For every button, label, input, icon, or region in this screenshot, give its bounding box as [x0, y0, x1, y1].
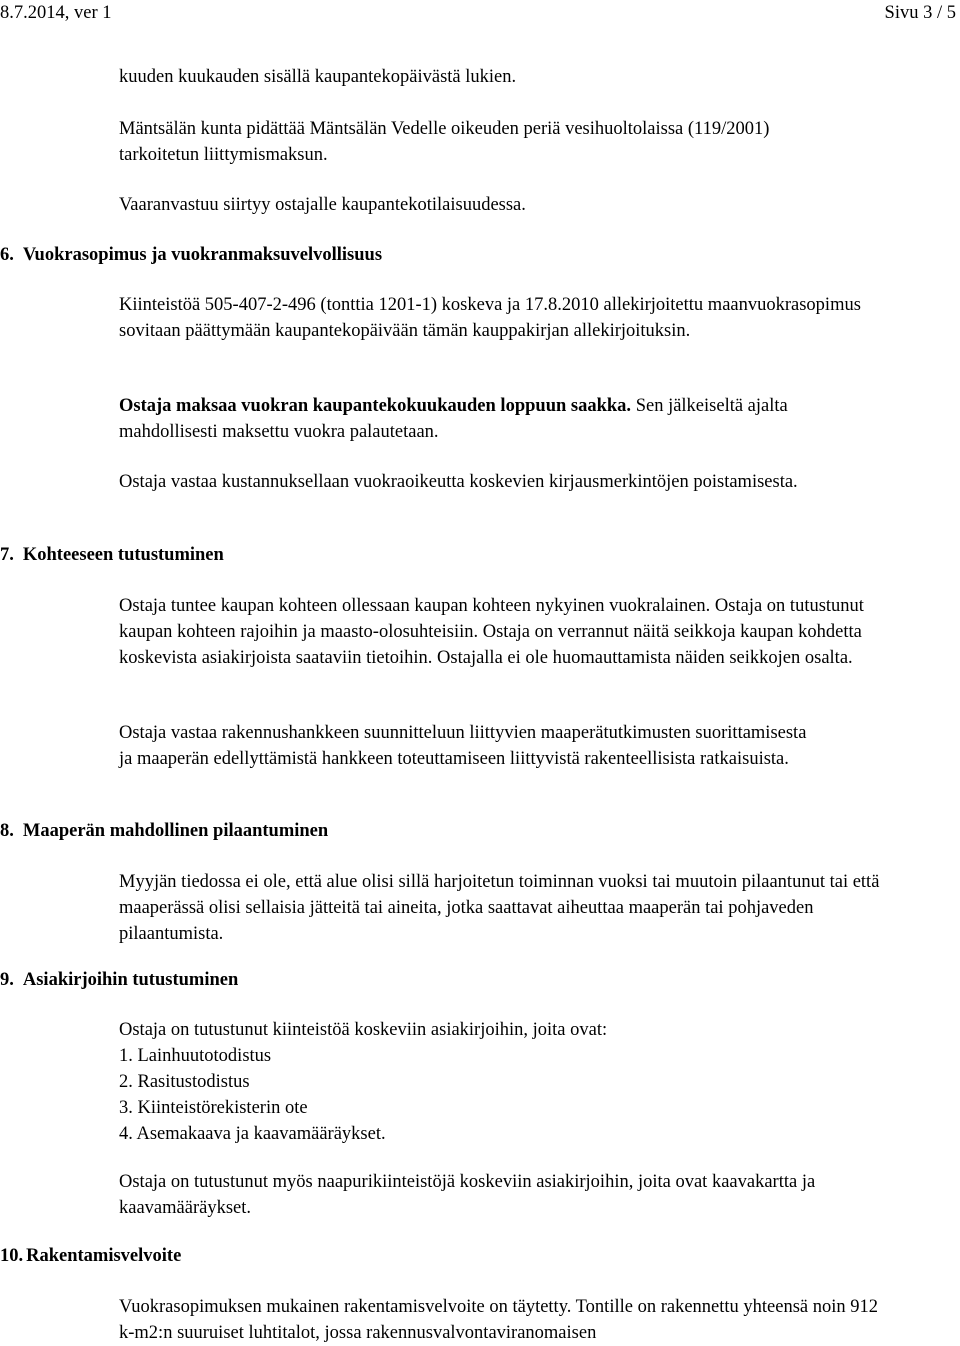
- document-list-item: 1. Lainhuutotodistus: [119, 1046, 272, 1066]
- paragraph-vaaranvastuu: Vaaranvastuu siirtyy ostajalle kaupantekotilaisuudessa.: [119, 195, 526, 215]
- section-7-title: Kohteeseen tutustuminen: [22, 545, 224, 565]
- section-6-paragraph-2-bold: Ostaja maksaa vuokran kaupantekokuukauden loppuun saakka.: [119, 396, 632, 416]
- section-9-heading: [0, 967, 238, 993]
- section-10-title: Rakentamisvelvoite: [26, 1246, 182, 1266]
- section-9-intro-text: Ostaja on tutustunut kiinteistöä koskeviin asiakirjoihin, joita ovat:: [119, 1020, 608, 1040]
- section-8-heading: [0, 818, 328, 844]
- section-10-paragraph-1: Vuokrasopimuksen mukainen rakentamisvelvoite on täytetty. Tontille on rakennettu yhteensä noin 912 k-m2:n suuruiset luhtitalot, jossa rakennusvalvontaviranomaisen: [119, 1297, 879, 1343]
- section-7-paragraph-1: Ostaja tuntee kaupan kohteen ollessaan kaupan kohteen nykyinen vuokralainen. Ostaja on tutustunut kaupan kohteen rajoihin ja maasto-olosuhteisiin. Ostaja on verrannut näitä seikkoja kaupan kohdetta koskevista asiakirjoista saataviin tietoihin. Ostajalla ei ole huomauttamista näiden seikkojen osalta.: [119, 596, 864, 668]
- page-number: Sivu 3 / 5: [884, 3, 956, 23]
- paragraph-intro: kuuden kuukauden sisällä kaupantekopäivästä lukien.: [119, 67, 517, 87]
- section-9-title: Asiakirjoihin tutustuminen: [22, 970, 239, 990]
- section-9-intro: [119, 1017, 909, 1147]
- section-6-paragraph-3: Ostaja vastaa kustannuksellaan vuokraoikeutta koskevien kirjausmerkintöjen poistamisesta.: [119, 472, 798, 492]
- section-7-heading: [0, 542, 224, 568]
- section-6-number: 6.: [0, 245, 14, 265]
- section-7-paragraph-2: Ostaja vastaa rakennushankkeen suunnitteluun liittyvien maaperätutkimusten suorittamisesta ja maaperän edellyttämistä hankkeen toteuttamiseen liittyvistä rakenteellisista ratkaisuista.: [119, 723, 807, 769]
- section-8-title: Maaperän mahdollinen pilaantuminen: [22, 821, 329, 841]
- section-9-paragraph-2: Ostaja on tutustunut myös naapurikiinteistöjä koskeviin asiakirjoihin, joita ovat kaavakartta ja kaavamääräykset.: [119, 1172, 816, 1218]
- section-6-heading: [0, 242, 382, 268]
- section-10-heading: [0, 1243, 181, 1269]
- document-list-item: 2. Rasitustodistus: [119, 1072, 250, 1092]
- section-6-paragraph-2: [119, 393, 879, 445]
- section-9-number: 9.: [0, 970, 14, 990]
- paragraph-liittymismaksu: Mäntsälän kunta pidättää Mäntsälän Vedelle oikeuden periä vesihuoltolaissa (119/2001) tarkoitetun liittymismaksun.: [119, 119, 770, 165]
- header-date: 8.7.2014, ver 1: [0, 3, 112, 23]
- section-7-number: 7.: [0, 545, 14, 565]
- section-6-paragraph-1: Kiinteistöä 505-407-2-496 (tonttia 1201-1) koskeva ja 17.8.2010 allekirjoitettu maanvuokrasopimus sovitaan päättymään kaupantekopäivään tämän kauppakirjan allekirjoituksin.: [119, 295, 861, 341]
- section-6-title: Vuokrasopimus ja vuokranmaksuvelvollisuus: [22, 245, 383, 265]
- section-8-paragraph-1: Myyjän tiedossa ei ole, että alue olisi sillä harjoitetun toiminnan vuoksi tai muutoin pilaantunut tai että maaperässä olisi sellaisia jätteitä tai aineita, jotka saattavat aiheuttaa maaperän tai pohjaveden pilaantumista.: [119, 872, 880, 944]
- document-list-item: 4. Asemakaava ja kaavamääräykset.: [119, 1124, 386, 1144]
- section-8-number: 8.: [0, 821, 14, 841]
- section-10-number: 10.: [0, 1246, 24, 1266]
- document-list-item: 3. Kiinteistörekisterin ote: [119, 1098, 308, 1118]
- section-6-paragraph-2-rest: Sen jälkeiseltä ajalta mahdollisesti maksettu vuokra palautetaan.: [119, 396, 788, 442]
